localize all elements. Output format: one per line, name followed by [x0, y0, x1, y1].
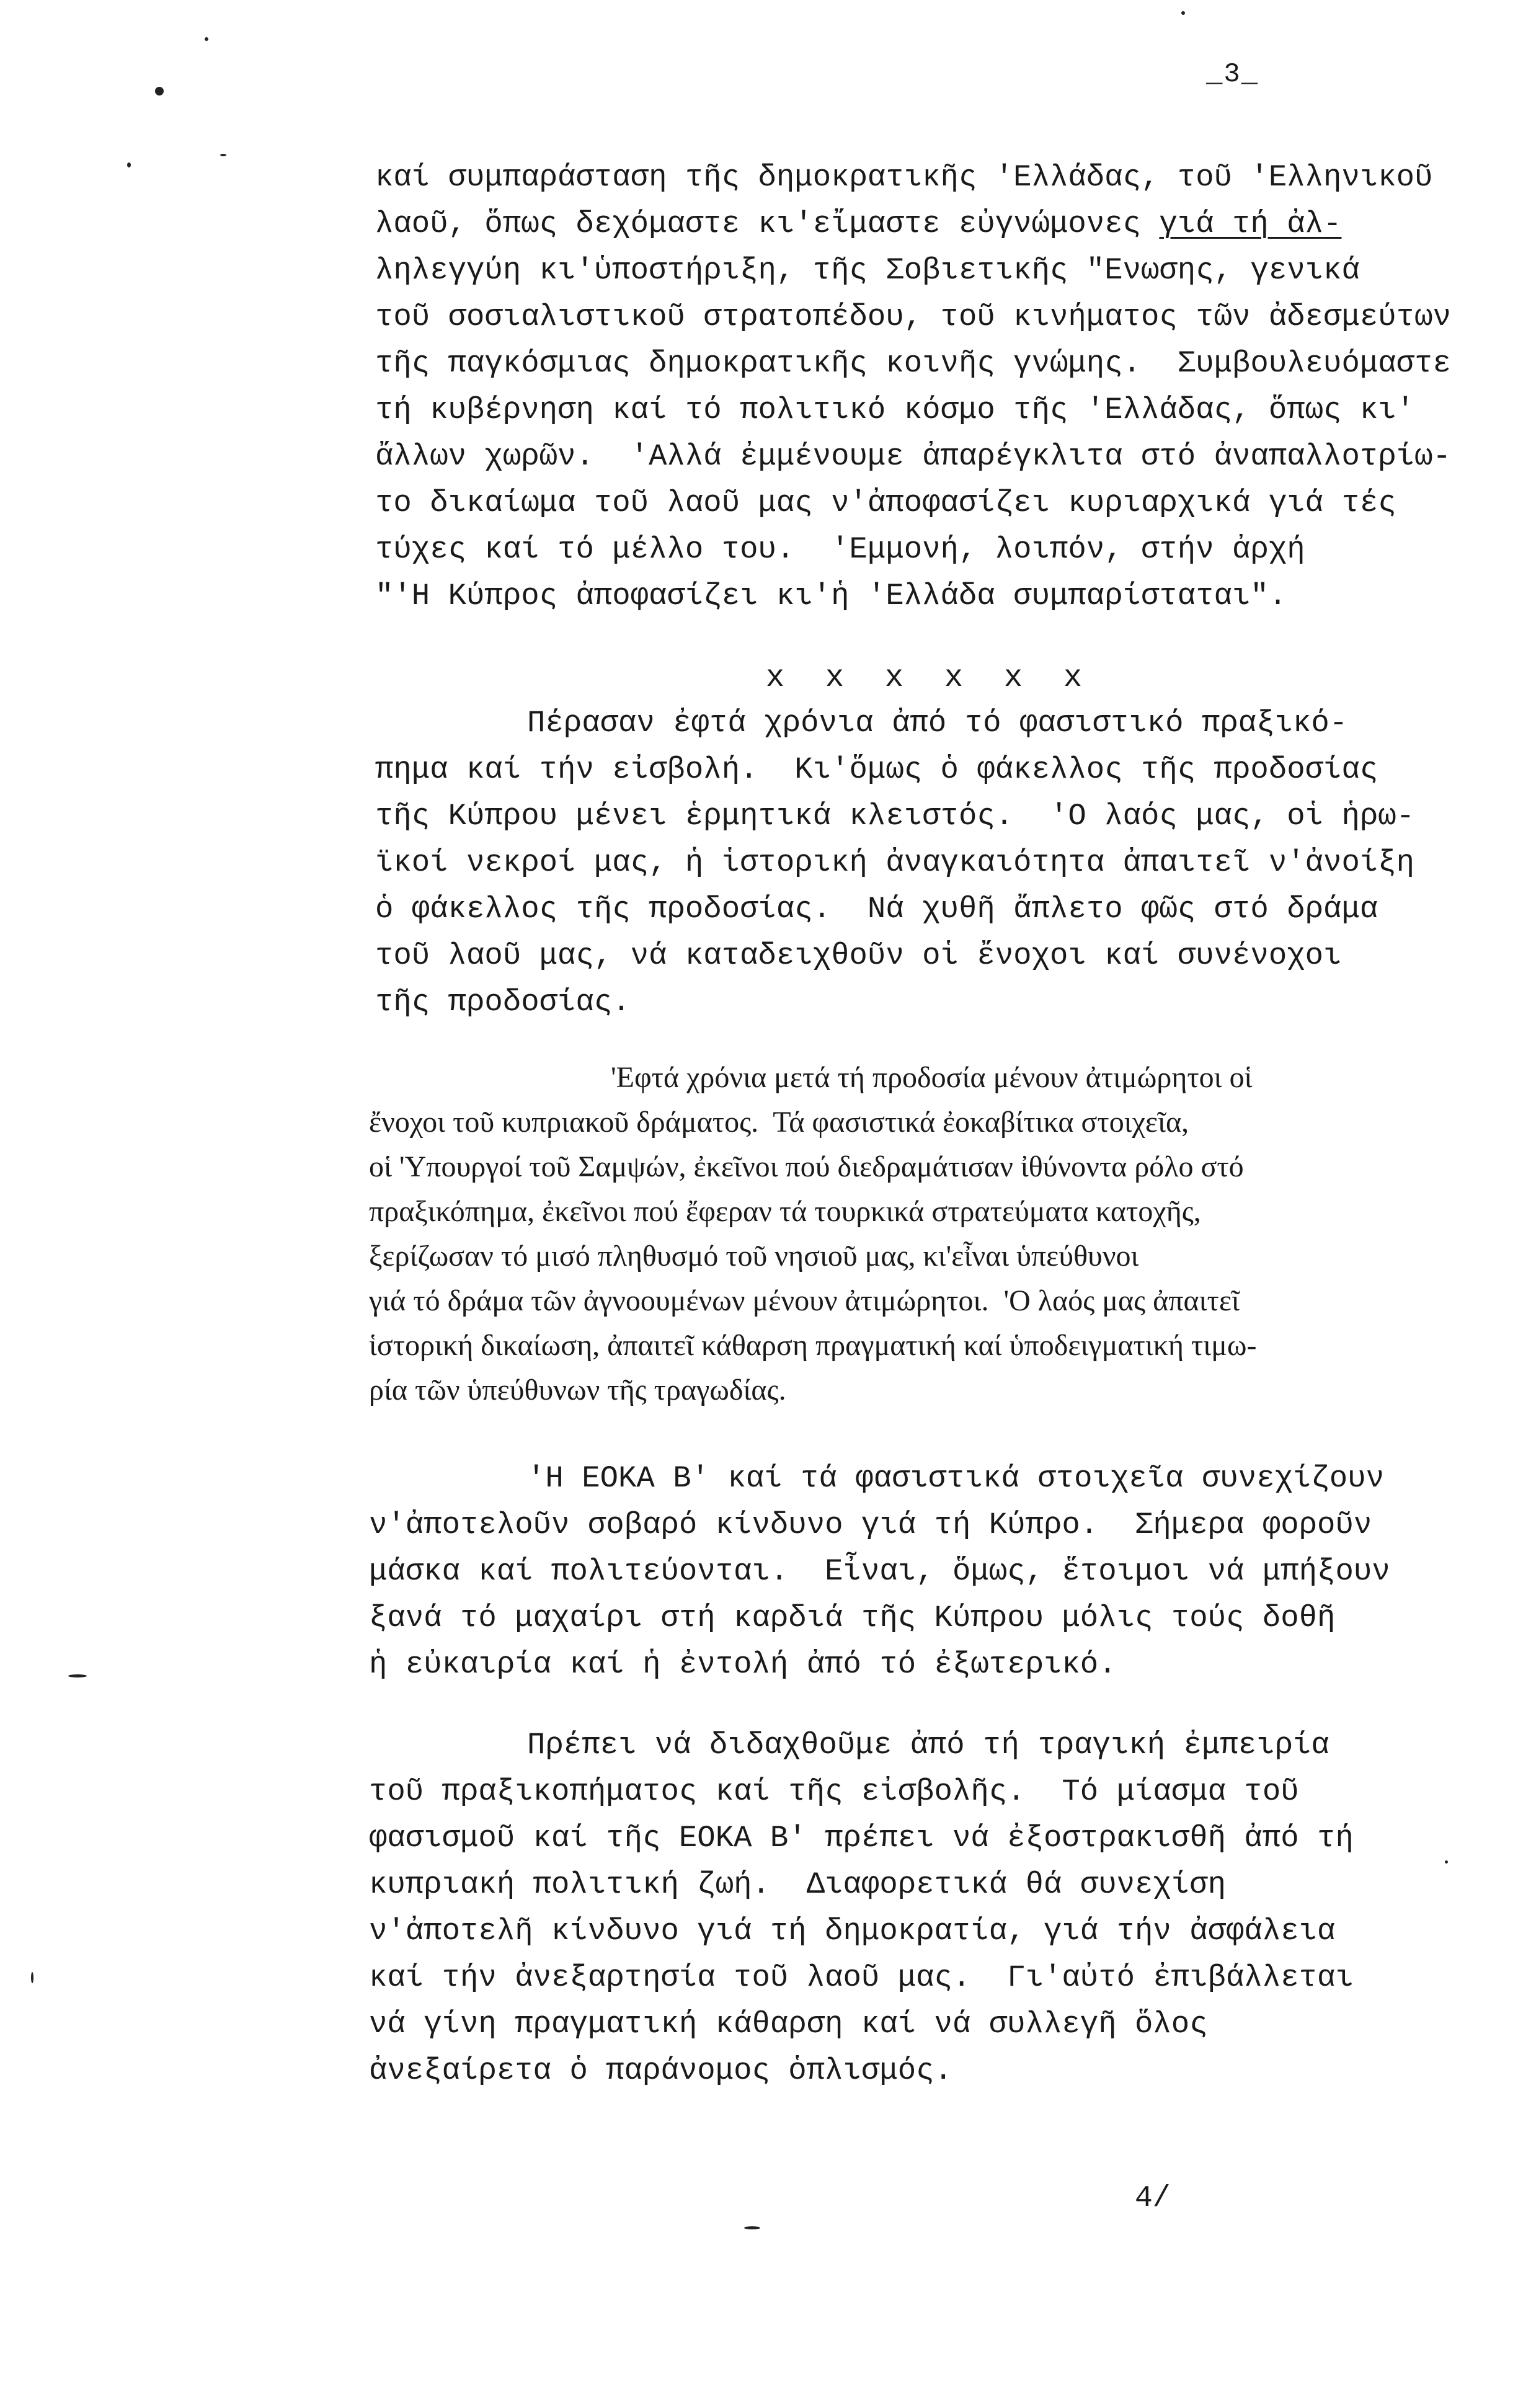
- text-line: τῆς παγκόσμιας δημοκρατικῆς κοινῆς γνώμης. Συμβουλευόμαστε: [375, 346, 1451, 381]
- text-line: τή κυβέρνηση καί τό πολιτικό κόσμο τῆς 'Ελλάδας, ὅπως κι': [375, 393, 1415, 427]
- text-line: καί συμπαράσταση τῆς δημοκρατικῆς 'Ελλάδας, τοῦ 'Ελληνικοῦ: [375, 160, 1433, 195]
- scan-speck: [744, 2226, 760, 2229]
- scan-speck: [68, 1674, 87, 1677]
- text-line: ἔνοχοι τοῦ κυπριακοῦ δράματος. Τά φασιστικά ἐοκαβίτικα στοιχεῖα,: [369, 1106, 1189, 1139]
- scan-speck: [31, 1972, 33, 1983]
- text-line: οἱ 'Υπουργοί τοῦ Σαμψών, ἐκεῖνοι πού διεδραμάτισαν ἰθύνοντα ρόλο στό: [369, 1150, 1244, 1183]
- scan-speck: [155, 87, 164, 96]
- text-line: [375, 209, 1341, 239]
- text-line: ξερίζωσαν τό μισό πληθυσμό τοῦ νησιοῦ μας, κι'εἶναι ὑπεύθυνοι: [369, 1240, 1139, 1273]
- text-line: 'Η ΕΟΚΑ Β' καί τά φασιστικά στοιχεῖα συνεχίζουν: [527, 1461, 1385, 1496]
- text-line: πραξικόπημα, ἐκεῖνοι πού ἔφεραν τά τουρκικά στρατεύματα κατοχῆς,: [369, 1195, 1201, 1228]
- text-line: γιά τό δράμα τῶν ἀγνοουμένων μένουν ἀτιμώρητοι. 'Ο λαός μας ἀπαιτεῖ: [369, 1284, 1240, 1317]
- scan-speck: [220, 154, 226, 156]
- scan-speck: [205, 37, 208, 41]
- text-line: καί τήν ἀνεξαρτησία τοῦ λαοῦ μας. Γι'αὐτό ἐπιβάλλεται: [369, 1960, 1354, 1995]
- text-line: το δικαίωμα τοῦ λαοῦ μας ν'ἀποφασίζει κυριαρχικά γιά τές: [375, 486, 1396, 520]
- text-line: ρία τῶν ὑπεύθυνων τῆς τραγωδίας.: [369, 1374, 786, 1406]
- text-line: ἄλλων χωρῶν. 'Αλλά ἐμμένουμε ἀπαρέγκλιτα στό ἀναπαλλοτρίω-: [375, 439, 1451, 474]
- text-line: ἀνεξαίρετα ὁ παράνομος ὁπλισμός.: [369, 2053, 952, 2088]
- text-line: νά γίνη πραγματική κάθαρση καί νά συλλεγῆ ὅλος: [369, 2007, 1208, 2041]
- scan-speck: [1181, 11, 1185, 15]
- text-line: πημα καί τήν εἰσβολή. Κι'ὅμως ὁ φάκελλος τῆς προδοσίας: [375, 752, 1378, 787]
- text-line: τύχες καί τό μέλλο του. 'Εμμονή, λοιπόν, στήν ἀρχή: [375, 532, 1305, 567]
- text-line: ϊκοί νεκροί μας, ἡ ἱστορική ἀναγκαιότητα ἀπαιτεῖ ν'ἀνοίξη: [375, 845, 1415, 880]
- text-line: 'Εφτά χρόνια μετά τή προδοσία μένουν ἀτιμώρητοι οἱ: [611, 1061, 1253, 1094]
- continuation-marker: 4/: [1135, 2182, 1171, 2215]
- text-line: τῆς προδοσίας.: [375, 985, 631, 1020]
- page-number: _3_: [1206, 59, 1259, 90]
- text-line: κυπριακή πολιτική ζωή. Διαφορετικά θά συνεχίση: [369, 1867, 1227, 1902]
- text-line: ν'ἀποτελοῦν σοβαρό κίνδυνο γιά τή Κύπρο. Σήμερα φοροῦν: [369, 1508, 1372, 1542]
- text-line: τοῦ λαοῦ μας, νά καταδειχθοῦν οἱ ἔνοχοι καί συνένοχοι: [375, 938, 1342, 973]
- scan-speck: [127, 162, 131, 167]
- section-separator: x x x x x x: [766, 660, 1094, 696]
- text-line: ἱστορική δικαίωση, ἀπαιτεῖ κάθαρση πραγματική καί ὑποδειγματική τιμω-: [369, 1329, 1257, 1362]
- text-line: φασισμοῦ καί τῆς ΕΟΚΑ Β' πρέπει νά ἐξοστρακισθῆ ἀπό τή: [369, 1821, 1354, 1855]
- text-line: τῆς Κύπρου μένει ἑρμητικά κλειστός. 'Ο λαός μας, οἱ ἡρω-: [375, 799, 1415, 833]
- text-line: ν'ἀποτελῆ κίνδυνο γιά τή δημοκρατία, γιά τήν ἀσφάλεια: [369, 1914, 1336, 1948]
- text-line: τοῦ πραξικοπήματος καί τῆς εἰσβολῆς. Τό μίασμα τοῦ: [369, 1774, 1299, 1809]
- text-line: ἡ εὐκαιρία καί ἡ ἐντολή ἀπό τό ἐξωτερικό.: [369, 1647, 1117, 1682]
- underlined-text: γιά τή ἀλ-: [1159, 207, 1342, 241]
- text-line: ληλεγγύη κι'ὑποστήριξη, τῆς Σοβιετικῆς "Ενωσης, γενικά: [375, 253, 1360, 288]
- text-line: Πρέπει νά διδαχθοῦμε ἀπό τή τραγική ἐμπειρία: [527, 1728, 1329, 1762]
- text-line: μάσκα καί πολιτεύονται. Εἶναι, ὅμως, ἕτοιμοι νά μπήξουν: [369, 1554, 1390, 1589]
- text-line: "'Η Κύπρος ἀποφασίζει κι'ἡ 'Ελλάδα συμπαρίσταται".: [375, 579, 1287, 613]
- text-line: Πέρασαν ἐφτά χρόνια ἀπό τό φασιστικό πραξικό-: [527, 706, 1348, 740]
- text-span: λαοῦ, ὅπως δεχόμαστε κι'εἴμαστε εὐγνώμονες: [375, 207, 1160, 241]
- text-line: ξανά τό μαχαίρι στή καρδιά τῆς Κύπρου μόλις τούς δοθῆ: [369, 1601, 1336, 1635]
- text-line: τοῦ σοσιαλιστικοῦ στρατοπέδου, τοῦ κινήματος τῶν ἀδεσμεύτων: [375, 300, 1451, 334]
- text-line: ὁ φάκελλος τῆς προδοσίας. Νά χυθῆ ἄπλετο φῶς στό δράμα: [375, 892, 1378, 926]
- scan-speck: [1445, 1860, 1448, 1864]
